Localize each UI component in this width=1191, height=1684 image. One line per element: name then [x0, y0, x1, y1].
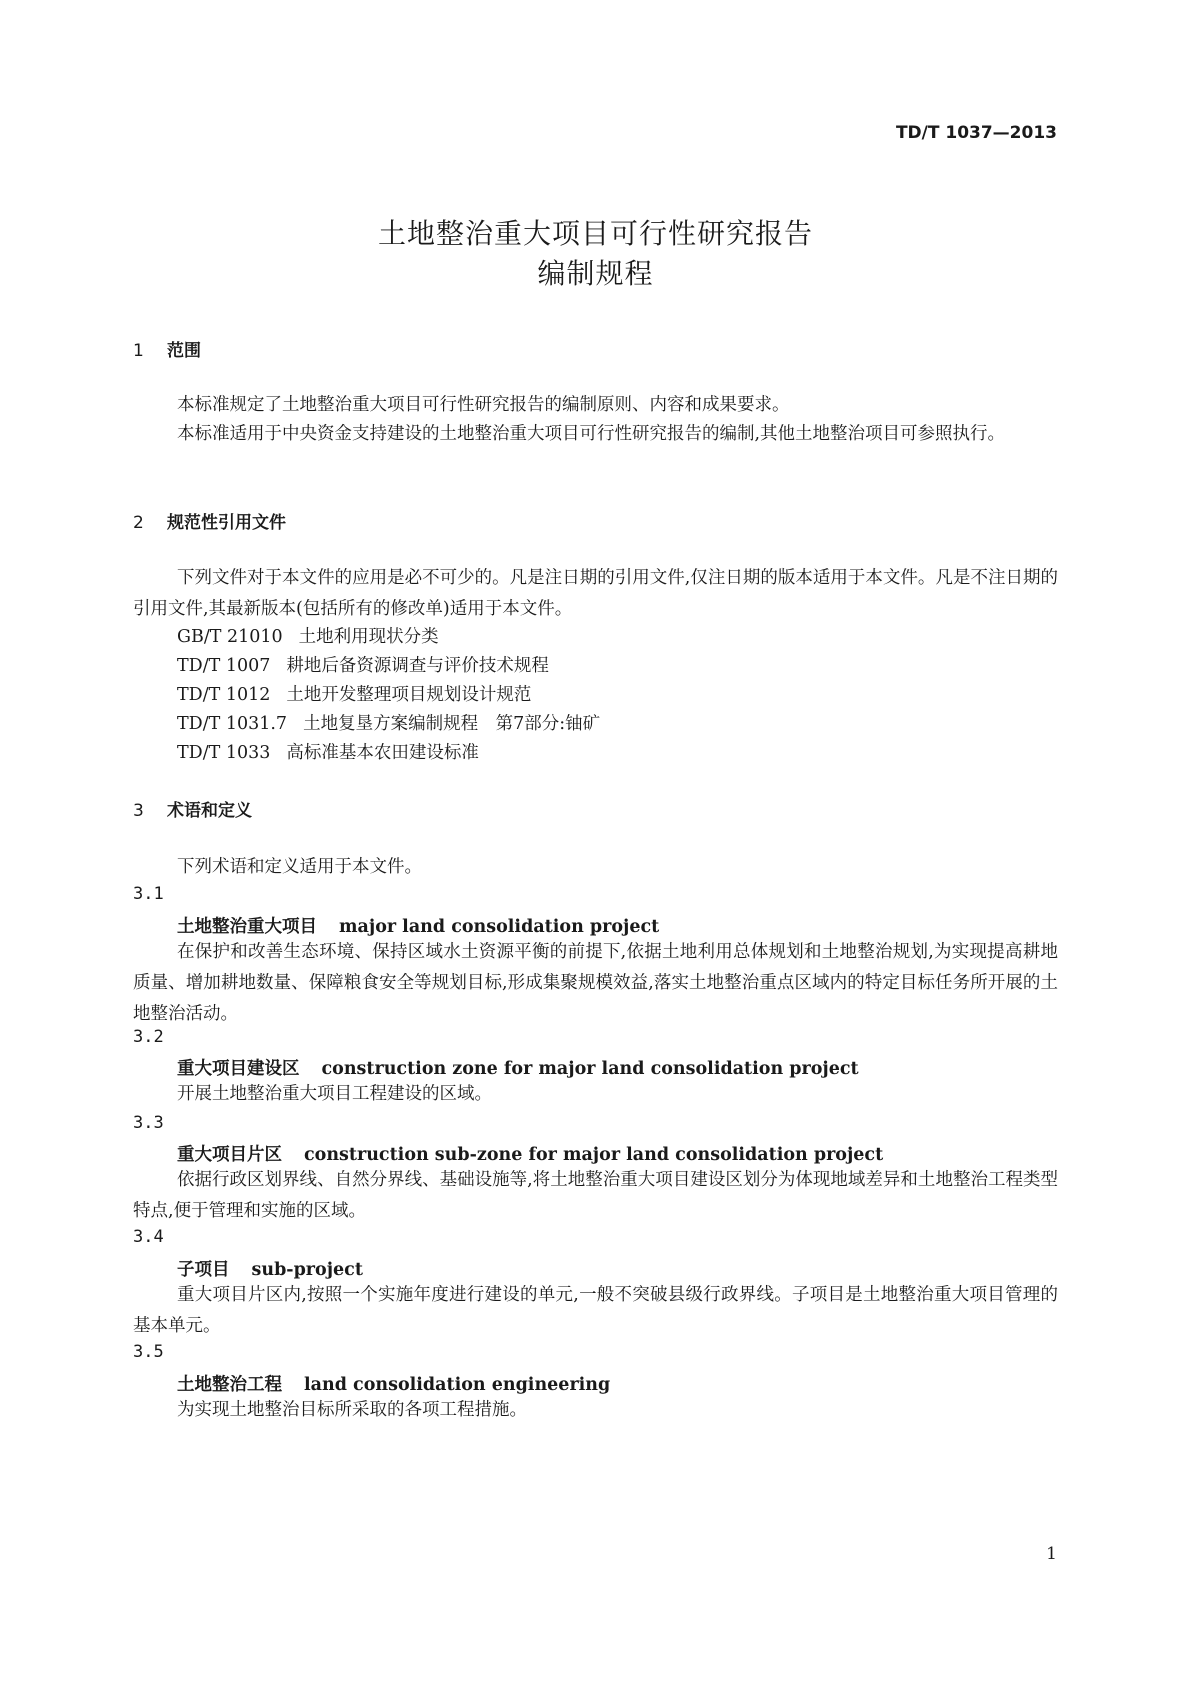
normative-reference [177, 681, 531, 706]
term-heading [177, 913, 659, 938]
document-title-line2: 编制规程 [537, 257, 654, 290]
section-2-number: 2 [133, 513, 144, 533]
term-heading [177, 1371, 610, 1396]
reference-title: 土地利用现状分类 [298, 627, 439, 647]
term-zh: 重大项目建设区 [177, 1059, 300, 1079]
term-zh: 重大项目片区 [177, 1145, 282, 1165]
section-1-paragraph-1: 本标准规定了土地整治重大项目可行性研究报告的编制原则、内容和成果要求。 [177, 395, 790, 415]
term-en: construction zone for major land consolidation project [321, 1059, 859, 1079]
term-en: land consolidation engineering [304, 1375, 611, 1395]
term-definition: 开展土地整治重大项目工程建设的区域。 [177, 1084, 492, 1104]
term-heading [177, 1256, 363, 1281]
term-definition: 重大项目片区内,按照一个实施年度进行建设的单元,一般不突破县级行政界线。子项目是土地整治重大项目管理的基本单元。 [133, 1285, 1058, 1336]
section-2-title: 规范性引用文件 [167, 513, 286, 533]
term-en: sub-project [251, 1260, 363, 1280]
normative-reference [177, 623, 439, 648]
normative-reference [177, 710, 600, 735]
section-1-title: 范围 [167, 341, 201, 361]
clause-number: 3.5 [133, 1342, 164, 1362]
section-2-intro: 下列文件对于本文件的应用是必不可少的。凡是注日期的引用文件,仅注日期的版本适用于本文件。凡是不注日期的引用文件,其最新版本(包括所有的修改单)适用于本文件。 [133, 568, 1058, 619]
reference-title: 土地复垦方案编制规程 第7部分:铀矿 [303, 714, 601, 734]
clause-number: 3.4 [133, 1227, 164, 1247]
section-1-paragraph-2: 本标准适用于中央资金支持建设的土地整治重大项目可行性研究报告的编制,其他土地整治项目可参照执行。 [177, 424, 1006, 444]
term-heading [177, 1055, 859, 1080]
term-definition: 为实现土地整治目标所采取的各项工程措施。 [177, 1400, 527, 1420]
reference-title: 高标准基本农田建设标准 [286, 743, 479, 763]
page-number: 1 [1046, 1544, 1057, 1564]
term-en: construction sub-zone for major land consolidation project [304, 1145, 884, 1165]
term-zh: 子项目 [177, 1260, 230, 1280]
normative-reference [177, 739, 479, 764]
reference-code: TD/T 1033 [177, 743, 271, 763]
section-1-number: 1 [133, 341, 144, 361]
clause-number: 3.2 [133, 1027, 164, 1047]
term-definition: 在保护和改善生态环境、保持区域水土资源平衡的前提下,依据土地利用总体规划和土地整治规划,为实现提高耕地质量、增加耕地数量、保障粮食安全等规划目标,形成集聚规模效益,落实土地整治重点区域内的特定目标任务所开展的土地整治活动。 [133, 942, 1058, 1024]
term-zh: 土地整治重大项目 [177, 917, 317, 937]
reference-code: TD/T 1031.7 [177, 714, 288, 734]
section-3-number: 3 [133, 801, 144, 821]
term-zh: 土地整治工程 [177, 1375, 282, 1395]
clause-number: 3.3 [133, 1113, 164, 1133]
term-definition: 依据行政区划界线、自然分界线、基础设施等,将土地整治重大项目建设区划分为体现地域差异和土地整治工程类型特点,便于管理和实施的区域。 [133, 1170, 1058, 1221]
reference-title: 土地开发整理项目规划设计规范 [286, 685, 532, 705]
clause-number: 3.1 [133, 884, 164, 904]
standard-number: TD/T 1037—2013 [895, 123, 1057, 143]
term-en: major land consolidation project [339, 917, 660, 937]
reference-code: TD/T 1012 [177, 685, 271, 705]
section-2-heading [133, 508, 286, 533]
document-title-line1: 土地整治重大项目可行性研究报告 [377, 217, 813, 250]
normative-reference [177, 652, 549, 677]
reference-code: GB/T 21010 [177, 627, 283, 647]
section-3-heading [133, 796, 252, 821]
term-heading [177, 1141, 883, 1166]
section-3-intro: 下列术语和定义适用于本文件。 [177, 857, 422, 877]
section-3-title: 术语和定义 [167, 801, 252, 821]
reference-title: 耕地后备资源调查与评价技术规程 [286, 656, 549, 676]
reference-code: TD/T 1007 [177, 656, 271, 676]
section-1-heading [133, 336, 201, 361]
